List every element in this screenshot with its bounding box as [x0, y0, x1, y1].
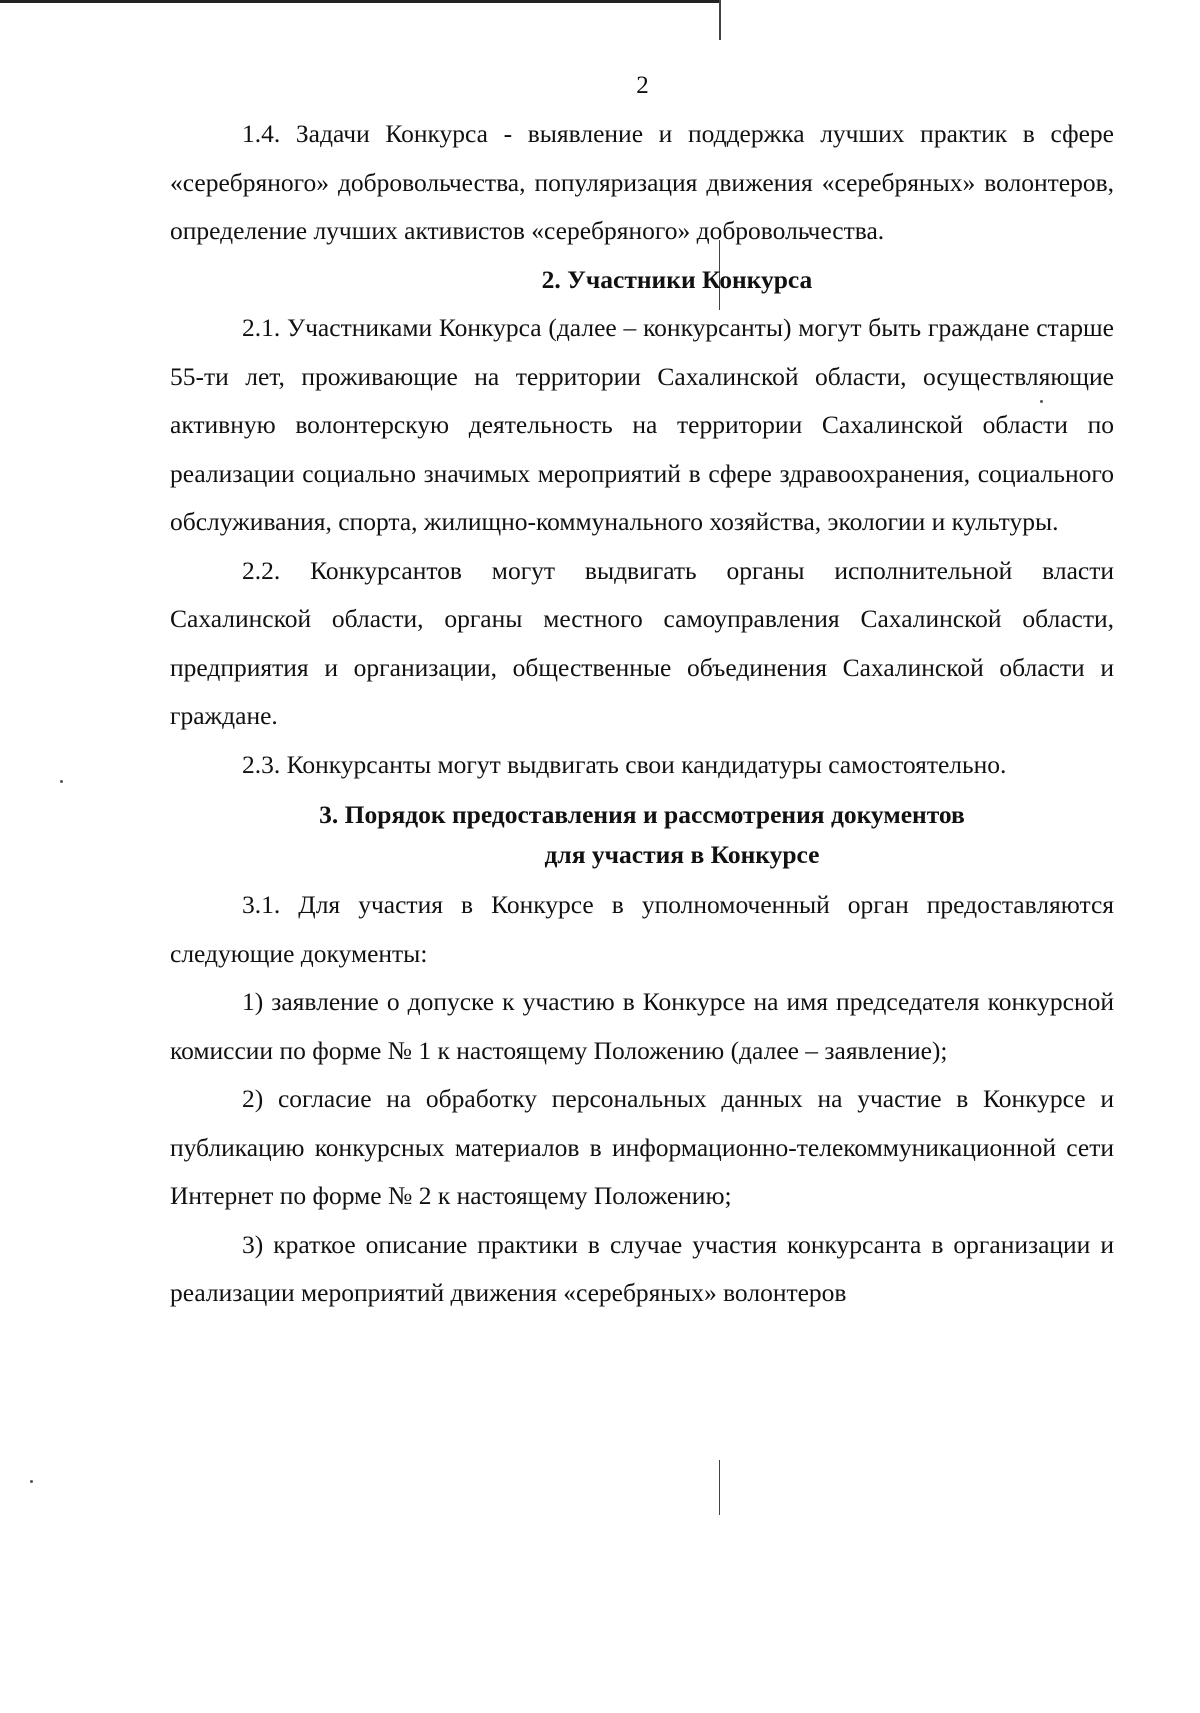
paragraph-1-4: 1.4. Задачи Конкурса - выявление и поддержка лучших практик в сфере «серебряного» добровольчества, популяризация движения «серебряных» волонтеров, определение лучших активистов «серебряного» добровольчества. [170, 119, 1114, 245]
section-2-heading: 2. Участники Конкурса [541, 264, 813, 294]
scan-speck [60, 780, 63, 783]
list-item-2: 2) согласие на обработку персональных данных на участие в Конкурсе и публикацию конкурсных материалов в информационно-телекоммуникационной сети Интернет по форме № 2 к настоящему Положению; [170, 1084, 1114, 1210]
section-3-heading-line1: 3. Порядок предоставления и рассмотрения документов [319, 800, 965, 829]
section-3-heading [170, 789, 1114, 881]
list-item-1: 1) заявление о допуске к участию в Конкурсе на имя председателя конкурсной комиссии по форме № 1 к настоящему Положению (далее – заявление); [170, 987, 1114, 1065]
scan-fold-line [719, 1460, 720, 1515]
scan-speck [30, 1480, 33, 1483]
page-number: 2 [636, 72, 649, 99]
list-item-3: 3) краткое описание практики в случае участия конкурсанта в организации и реализации мероприятий движения «серебряных» волонтеров [170, 1229, 1114, 1307]
paragraph-3-1: 3.1. Для участия в Конкурсе в уполномоченный орган предоставляются следующие документы: [170, 890, 1114, 968]
paragraph-2-3: 2.3. Конкурсанты могут выдвигать свои кандидатуры самостоятельно. [242, 749, 1007, 779]
document-body [170, 110, 1114, 1318]
paragraph-2-2: 2.2. Конкурсантов могут выдвигать органы исполнительной власти Сахалинской области, органы местного самоуправления Сахалинской области, предприятия и организации, общественные объединения Сахалинской области и граждане. [170, 555, 1114, 730]
paragraph-2-1: 2.1. Участниками Конкурса (далее – конкурсанты) могут быть граждане старше 55-ти лет, проживающие на территории Сахалинской области, осуществляющие активную волонтерскую деятельность на территории Сахалинской области по реализации социально значимых мероприятий в сфере здравоохранения, социального обслуживания, спорта, жилищно-коммунального хозяйства, экологии и культуры. [170, 313, 1114, 536]
section-3-heading-line2: для участия в Конкурсе [544, 840, 820, 869]
scan-border-top [0, 0, 720, 3]
scan-fold-line [719, 0, 721, 40]
